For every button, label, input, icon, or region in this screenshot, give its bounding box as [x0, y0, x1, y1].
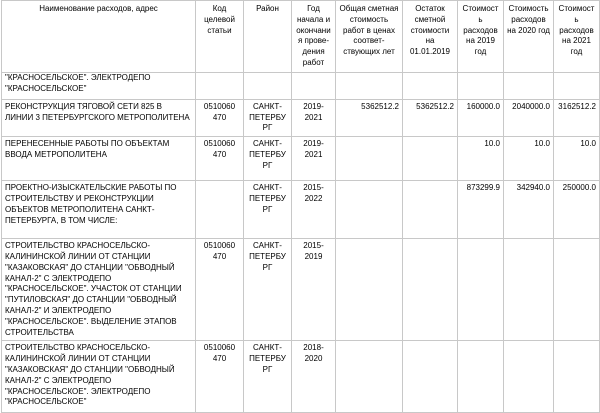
cell-remainder [403, 137, 458, 181]
cell-district: САНКТ- ПЕТЕРБУ РГ [244, 181, 292, 239]
cell-district: САНКТ- ПЕТЕРБУ РГ [244, 137, 292, 181]
cell-remainder [403, 181, 458, 239]
cell-cost-2019 [458, 72, 504, 99]
cell-years: 2015-2022 [292, 181, 336, 239]
cell-years: 2015-2019 [292, 239, 336, 341]
cell-name: ПЕРЕНЕСЕННЫЕ РАБОТЫ ПО ОБЪЕКТАМ ВВОДА МЕТРОПОЛИТЕНА [2, 137, 196, 181]
cell-code: 0510060 470 [196, 137, 244, 181]
cell-name: СТРОИТЕЛЬСТВО КРАСНОСЕЛЬСКО-КАЛИНИНСКОЙ ЛИНИИ ОТ СТАНЦИИ "КАЗАКОВСКАЯ" ДО СТАНЦИИ "ОБВОДНЫЙ КАНАЛ-2" С ЭЛЕКТРОДЕПО "КРАСНОСЕЛЬСКОЕ". ЭЛЕКТРОДЕПО "КРАСНОСЕЛЬСКОЕ" [2, 341, 196, 413]
cell-code: 0510060 470 [196, 99, 244, 136]
cell-cost-2021: 3162512.2 [554, 99, 600, 136]
cell-cost-2019: 160000.0 [458, 99, 504, 136]
cell-cost-2020 [504, 239, 554, 341]
cell-code: 0510060 470 [196, 341, 244, 413]
cell-district: САНКТ- ПЕТЕРБУ РГ [244, 239, 292, 341]
table-row [2, 99, 600, 136]
cell-name: РЕКОНСТРУКЦИЯ ТЯГОВОЙ СЕТИ 825 В ЛИНИИ 3 ПЕТЕРБУРГСКОГО МЕТРОПОЛИТЕНА [2, 99, 196, 136]
cell-total-cost [336, 239, 403, 341]
cell-cost-2020: 2040000.0 [504, 99, 554, 136]
cell-cost-2020 [504, 341, 554, 413]
cell-name: СТРОИТЕЛЬСТВО КРАСНОСЕЛЬСКО-КАЛИНИНСКОЙ ЛИНИИ ОТ СТАНЦИИ "КАЗАКОВСКАЯ" ДО СТАНЦИИ "ОБВОДНЫЙ КАНАЛ-2" С ЭЛЕКТРОДЕПО "КРАСНОСЕЛЬСКОЕ". УЧАСТОК ОТ СТАНЦИИ "ПУТИЛОВСКАЯ" ДО СТАНЦИИ "ОБВОДНЫЙ КАНАЛ-2" И ЭЛЕКТРОДЕПО "КРАСНОСЕЛЬСКОЕ". ВЫДЕЛЕНИЕ ЭТАПОВ СТРОИТЕЛЬСТВА [2, 239, 196, 341]
header-code: Код целевой статьи [196, 1, 244, 73]
cell-cost-2021: 250000.0 [554, 181, 600, 239]
cell-years: 2019-2021 [292, 137, 336, 181]
cell-district: САНКТ- ПЕТЕРБУ РГ [244, 99, 292, 136]
header-total-cost: Общая сметная стоимость работ в ценах соответ- ствующих лет [336, 1, 403, 73]
cell-total-cost [336, 181, 403, 239]
cell-years: 2019-2021 [292, 99, 336, 136]
cell-total-cost [336, 137, 403, 181]
header-row [2, 1, 600, 73]
cell-cost-2019 [458, 239, 504, 341]
expenses-table [1, 0, 600, 413]
cell-remainder: 5362512.2 [403, 99, 458, 136]
cell-cost-2019: 873299.9 [458, 181, 504, 239]
header-years: Год начала и окончания прове- дения работ [292, 1, 336, 73]
cell-district [244, 72, 292, 99]
header-cost-2020: Стоимость расходов на 2020 год [504, 1, 554, 73]
cell-years: 2018-2020 [292, 341, 336, 413]
table-row [2, 341, 600, 413]
cell-total-cost: 5362512.2 [336, 99, 403, 136]
header-remainder: Остаток сметной стоимости на 01.01.2019 [403, 1, 458, 73]
cell-district: САНКТ- ПЕТЕРБУ РГ [244, 341, 292, 413]
header-cost-2021: Стоимость расходов на 2021 год [554, 1, 600, 73]
cell-code: 0510060 470 [196, 239, 244, 341]
table-row [2, 137, 600, 181]
cell-cost-2019 [458, 341, 504, 413]
cell-remainder [403, 72, 458, 99]
cell-cost-2021: 10.0 [554, 137, 600, 181]
cell-name: ПРОЕКТНО-ИЗЫСКАТЕЛЬСКИЕ РАБОТЫ ПО СТРОИТЕЛЬСТВУ И РЕКОНСТРУКЦИИ ОБЪЕКТОВ МЕТРОПОЛИТЕНА САНКТ-ПЕТЕРБУРГА, В ТОМ ЧИСЛЕ: [2, 181, 196, 239]
cell-years [292, 72, 336, 99]
table-row [2, 181, 600, 239]
cell-name: "КРАСНОСЕЛЬСКОЕ". ЭЛЕКТРОДЕПО "КРАСНОСЕЛЬСКОЕ" [2, 72, 196, 99]
cell-cost-2020: 10.0 [504, 137, 554, 181]
cell-cost-2021 [554, 341, 600, 413]
cell-total-cost [336, 72, 403, 99]
cell-code [196, 181, 244, 239]
cell-remainder [403, 239, 458, 341]
cell-total-cost [336, 341, 403, 413]
cell-cost-2020: 342940.0 [504, 181, 554, 239]
cell-cost-2021 [554, 239, 600, 341]
cell-code [196, 72, 244, 99]
table-row [2, 239, 600, 341]
header-district: Район [244, 1, 292, 73]
cell-cost-2019: 10.0 [458, 137, 504, 181]
cell-remainder [403, 341, 458, 413]
header-cost-2019: Стоимость расходов на 2019 год [458, 1, 504, 73]
cell-cost-2021 [554, 72, 600, 99]
header-name: Наименование расходов, адрес [2, 1, 196, 73]
cell-cost-2020 [504, 72, 554, 99]
table-row [2, 72, 600, 99]
